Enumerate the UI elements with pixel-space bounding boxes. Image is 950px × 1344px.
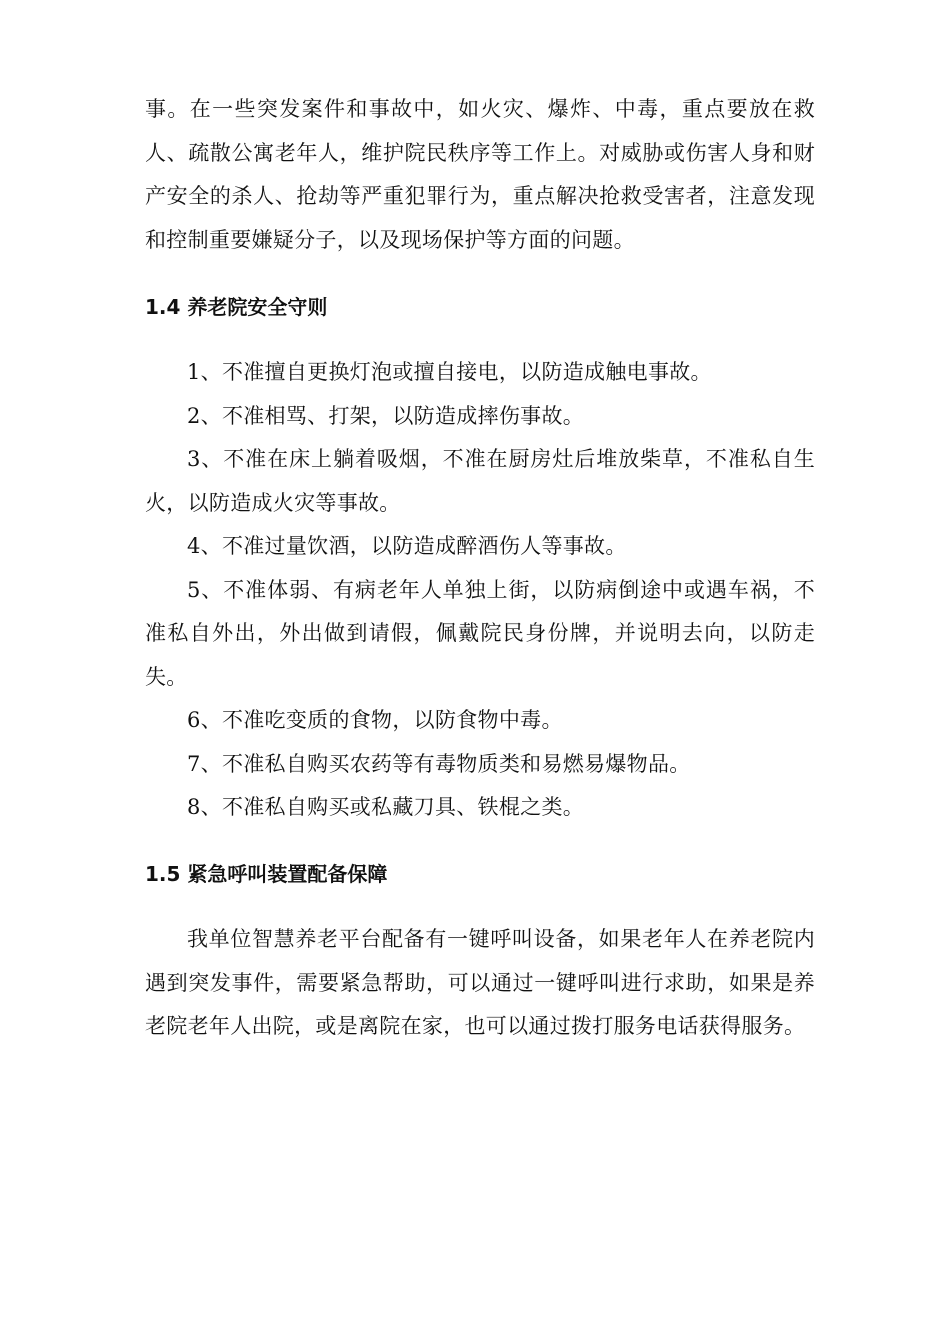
section-heading-1-5: 1.5 紧急呼叫装置配备保障 — [145, 862, 388, 886]
rule-item: 5、不准体弱、有病老年人单独上街，以防病倒途中或遇车祸，不准私自外出，外出做到请假，佩戴院民身份牌，并说明去向，以防走失。 — [145, 577, 815, 689]
intro-paragraph: 事。在一些突发案件和事故中，如火灾、爆炸、中毒，重点要放在救人、疏散公寓老年人，维护院民秩序等工作上。对威胁或伤害人身和财产安全的杀人、抢劫等严重犯罪行为，重点解决抢救受害者，注意发现和控制重要嫌疑分子，以及现场保护等方面的问题。 — [145, 97, 815, 252]
rule-item: 1、不准擅自更换灯泡或擅自接电，以防造成触电事故。 — [187, 360, 712, 384]
rule-item: 4、不准过量饮酒，以防造成醉酒伤人等事故。 — [187, 534, 627, 558]
rule-item: 7、不准私自购买农药等有毒物质类和易燃易爆物品。 — [187, 751, 691, 776]
rule-item: 3、不准在床上躺着吸烟，不准在厨房灶后堆放柴草，不准私自生火，以防造成火灾等事故。 — [145, 447, 815, 515]
rule-item: 8、不准私自购买或私藏刀具、铁棍之类。 — [187, 795, 585, 819]
emergency-call-section — [145, 918, 815, 1049]
rule-item: 6、不准吃变质的食物，以防食物中毒。 — [187, 708, 563, 732]
safety-rules-list — [145, 351, 815, 830]
emergency-call-paragraph: 我单位智慧养老平台配备有一键呼叫设备，如果老年人在养老院内遇到突发事件，需要紧急帮助，可以通过一键呼叫进行求助，如果是养老院老年人出院，或是离院在家，也可以通过拨打服务电话获得服务。 — [145, 927, 815, 1038]
rule-item: 2、不准相骂、打架，以防造成摔伤事故。 — [187, 403, 585, 428]
section-heading-1-4: 1.4 养老院安全守则 — [145, 295, 328, 319]
